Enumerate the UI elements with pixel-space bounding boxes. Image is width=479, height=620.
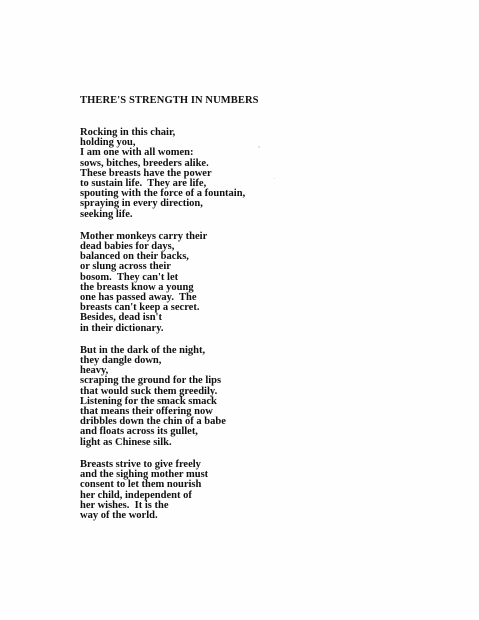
poem-line: spouting with the force of a fountain, <box>80 188 246 200</box>
poem-stanza <box>80 128 245 220</box>
poem-line: I am one with all women: <box>80 147 194 159</box>
poem-line: they dangle down, <box>80 355 162 367</box>
poem-body <box>80 128 245 533</box>
paper-speck <box>274 178 275 179</box>
poem-line: light as Chinese silk. <box>80 436 172 448</box>
poem-line: heavy, <box>80 365 109 377</box>
poem-line: seeking life. <box>80 208 133 220</box>
poem-line: balanced on their backs, <box>80 251 189 263</box>
poem-line: way of the world. <box>80 509 158 521</box>
poem-line: breasts can't keep a secret. <box>80 302 200 314</box>
poem-stanza <box>80 346 245 448</box>
poem-line: Mother monkeys carry their <box>80 230 208 242</box>
poem-line: scraping the ground for the lips <box>80 375 222 387</box>
poem-line: dead babies for days, <box>80 241 175 253</box>
paper-speck <box>258 146 260 148</box>
poem-line: Listening for the smack smack <box>80 395 217 407</box>
poem-line: or slung across their <box>80 261 171 273</box>
poem-line: spraying in every direction, <box>80 198 203 210</box>
poem-line: Breasts strive to give freely <box>80 458 201 470</box>
poem-title: THERE'S STRENGTH IN NUMBERS <box>80 95 259 106</box>
poem-stanza <box>80 232 245 334</box>
poem-line: that would suck them greedily. <box>80 385 218 397</box>
poem-line: But in the dark of the night, <box>80 344 206 356</box>
poem-line: in their dictionary. <box>80 322 164 334</box>
poem-stanza <box>80 460 245 521</box>
poem-line: the breasts know a young <box>80 281 194 293</box>
poem-line: and the sighing mother must <box>80 469 209 481</box>
poem-line: holding you, <box>80 137 136 149</box>
poem-line: consent to let them nourish <box>80 479 202 491</box>
poem-line: one has passed away. The <box>80 292 197 304</box>
poem-line: her wishes. It is the <box>80 499 169 511</box>
poem-line: that means their offering now <box>80 406 213 418</box>
poem-line: dribbles down the chin of a babe <box>80 416 226 428</box>
poem-line: to sustain life. They are life, <box>80 178 207 190</box>
poem-line: her child, independent of <box>80 489 192 501</box>
poem-line: bosom. They can't let <box>80 271 179 283</box>
poem-line: Besides, dead isn't <box>80 312 162 324</box>
poem-line: sows, bitches, breeders alike. <box>80 157 209 169</box>
poem-line: These breasts have the power <box>80 167 212 179</box>
poem-line: Rocking in this chair, <box>80 127 176 138</box>
poem-line: and floats across its gullet, <box>80 426 198 438</box>
